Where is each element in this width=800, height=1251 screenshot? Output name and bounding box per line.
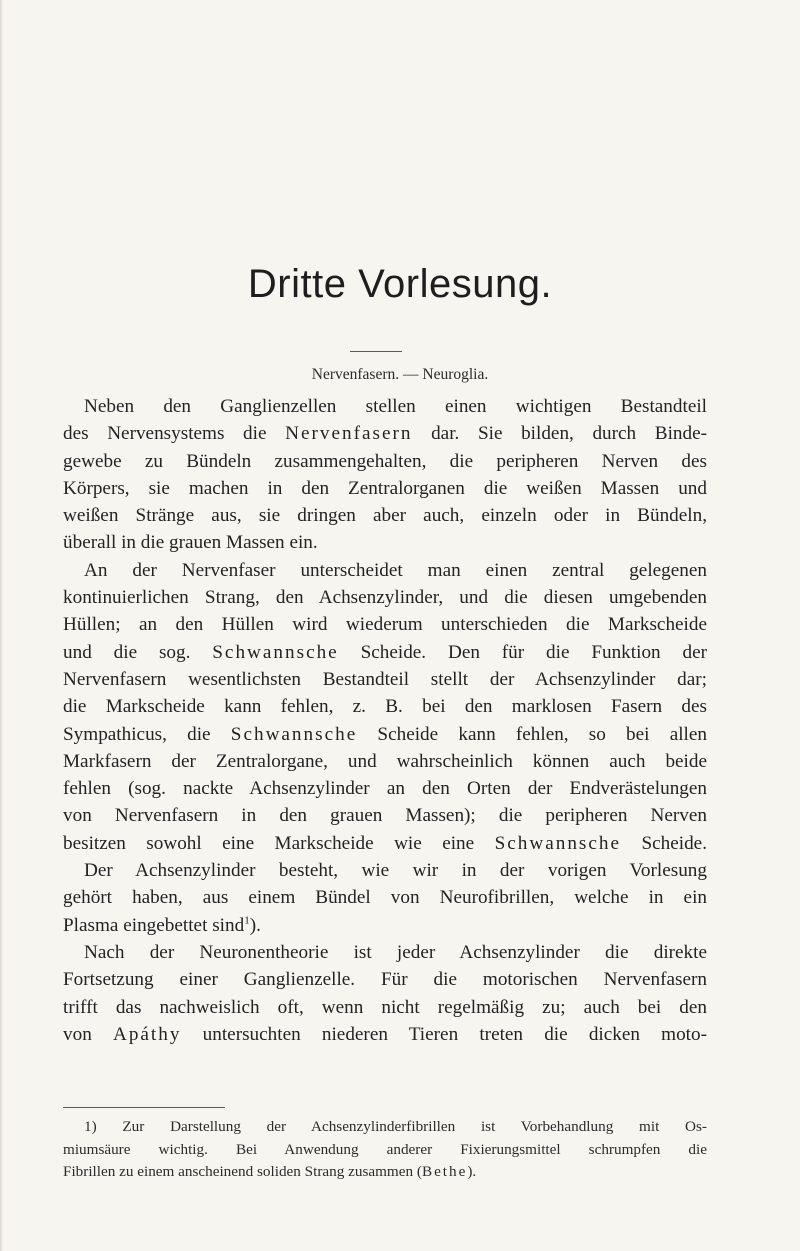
text-line: Der Achsenzylinder besteht, wie wir in der vorigen Vorlesung <box>84 860 707 882</box>
title-divider <box>350 351 402 352</box>
text-line: Plasma eingebettet sind$^1$). <box>63 914 261 936</box>
text-line: überall in die grauen Massen ein. <box>63 532 318 554</box>
text-line: weißen Stränge aus, sie dringen aber auch, einzeln oder in Bündeln, <box>63 505 707 527</box>
text-line: Sympathicus, die Schwannsche Scheide kann fehlen, so bei allen <box>63 723 707 745</box>
footnote-divider <box>63 1107 225 1108</box>
text-line: Fortsetzung einer Ganglienzelle. Für die motorischen Nervenfasern <box>63 969 707 991</box>
text-line: Nervenfasern wesentlichsten Bestandteil stellt der Achsenzylinder dar; <box>63 668 707 690</box>
text-line: die Markscheide kann fehlen, z. B. bei den marklosen Fasern des <box>63 696 707 718</box>
footnote <box>63 1116 707 1184</box>
footnote-line: miumsäure wichtig. Bei Anwendung anderer Fixierungsmittel schrumpfen die <box>63 1140 707 1158</box>
text-line: und die sog. Schwannsche Scheide. Den für die Funktion der <box>63 641 707 663</box>
text-line: gehört haben, aus einem Bündel von Neurofibrillen, welche in ein <box>63 887 707 909</box>
footnote-line: Fibrillen zu einem anscheinend soliden Strang zusammen (Bethe). <box>63 1163 477 1180</box>
text-line: kontinuierlichen Strang, den Achsenzylinder, und die diesen umgebenden <box>63 587 707 609</box>
body-text <box>63 393 707 1048</box>
text-line: Neben den Ganglienzellen stellen einen wichtigen Bestandteil <box>84 396 707 417</box>
text-line: An der Nervenfaser unterscheidet man einen zentral gelegenen <box>84 559 707 581</box>
text-line: Hüllen; an den Hüllen wird wiederum unterschieden die Markscheide <box>63 614 707 636</box>
text-line: von Apáthy untersuchten niederen Tieren treten die dicken moto- <box>63 1023 707 1045</box>
text-line: des Nervensystems die Nervenfasern dar. Sie bilden, durch Binde- <box>63 423 707 445</box>
text-line: Nach der Neuronentheorie ist jeder Achsenzylinder die direkte <box>84 941 707 963</box>
text-line: von Nervenfasern in den grauen Massen); die peripheren Nerven <box>63 805 707 827</box>
footnote-line: 1) Zur Darstellung der Achsenzylinderfibrillen ist Vorbehandlung mit Os- <box>84 1118 707 1135</box>
page-edge <box>0 0 3 1251</box>
footnote-marker: 1 <box>244 914 250 927</box>
text-line: gewebe zu Bündeln zusammengehalten, die peripheren Nerven des <box>63 450 707 472</box>
text-line: besitzen sowohl eine Markscheide wie eine Schwannsche Scheide. <box>63 832 707 854</box>
text-line: Körpers, sie machen in den Zentralorganen die weißen Massen und <box>63 477 707 499</box>
chapter-subtitle: Nervenfasern. — Neuroglia. <box>311 366 489 383</box>
text-line: fehlen (sog. nackte Achsenzylinder an den Orten der Endverästelungen <box>63 778 707 800</box>
text-line: Markfasern der Zentralorgane, und wahrscheinlich können auch beide <box>63 750 707 772</box>
text-line: trifft das nachweislich oft, wenn nicht regelmäßig zu; auch bei den <box>63 996 707 1018</box>
chapter-title: Dritte Vorlesung. <box>247 262 553 306</box>
